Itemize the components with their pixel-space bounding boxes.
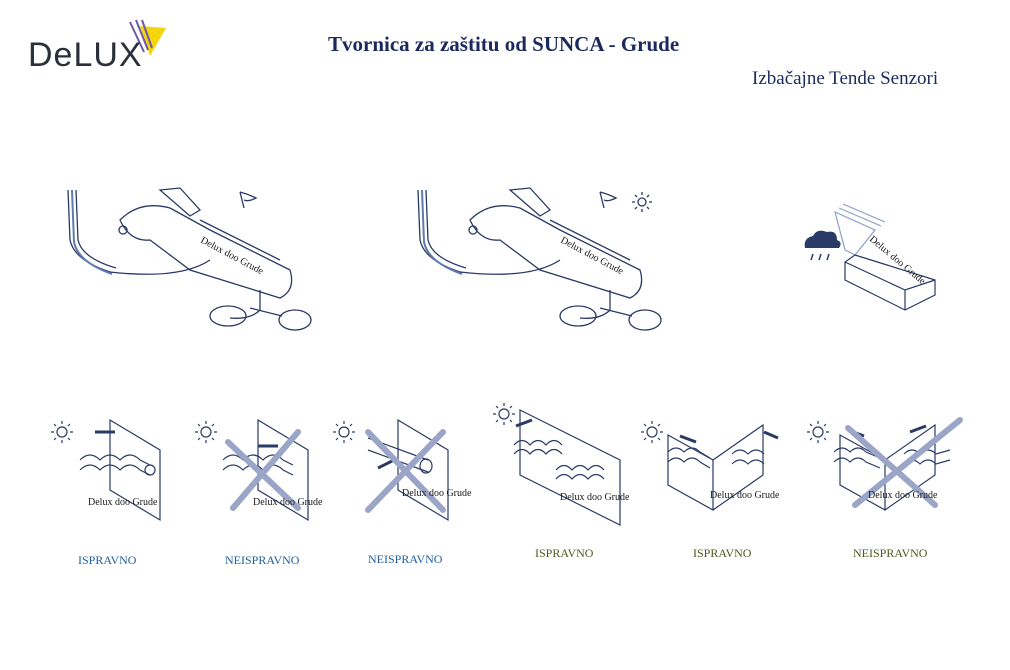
sun-icon [807, 421, 829, 443]
sun-icon [493, 403, 515, 425]
awning-diagram-4 [490, 400, 630, 530]
caption-5: ISPRAVNO [693, 546, 752, 560]
sun-icon [641, 421, 663, 443]
watermark-text: Delux doo Grude [198, 234, 266, 278]
caption-2: NEISPRAVNO [225, 553, 300, 567]
caption-6: NEISPRAVNO [853, 546, 928, 560]
awning-diagram-2 [188, 410, 328, 530]
logo-text: DeLUX [28, 36, 143, 74]
watermark-text: Delux doo Grude [560, 492, 630, 503]
watermark-text: Delux doo Grude [253, 497, 323, 508]
caption-1: ISPRAVNO [78, 553, 137, 567]
wind-sun-sensor-illustration [410, 180, 670, 350]
rain-sensor-illustration [795, 200, 955, 320]
awning-diagram-6 [800, 410, 970, 520]
watermark-text: Delux doo Grude [868, 490, 938, 501]
awning-diagram-5 [638, 410, 788, 520]
sun-icon [333, 421, 355, 443]
watermark-text: Delux doo Grude [402, 488, 472, 499]
awning-diagram-3 [328, 410, 478, 530]
awning-diagram-1 [40, 410, 180, 530]
watermark-text: Delux doo Grude [710, 490, 780, 501]
delux-logo [28, 18, 168, 78]
wind-sensor-illustration-1 [60, 180, 320, 350]
watermark-text: Delux doo Grude [558, 234, 626, 278]
watermark-text: Delux doo Grude [867, 233, 928, 287]
sun-icon [51, 421, 73, 443]
caption-3: NEISPRAVNO [368, 552, 443, 566]
watermark-text: Delux doo Grude [88, 497, 158, 508]
page-title: Tvornica za zaštitu od SUNCA - Grude [328, 32, 680, 56]
caption-4: ISPRAVNO [535, 546, 594, 560]
sun-icon [195, 421, 217, 443]
rain-cloud-icon [805, 231, 841, 260]
page-subtitle: Izbačajne Tende Senzori [752, 68, 939, 89]
